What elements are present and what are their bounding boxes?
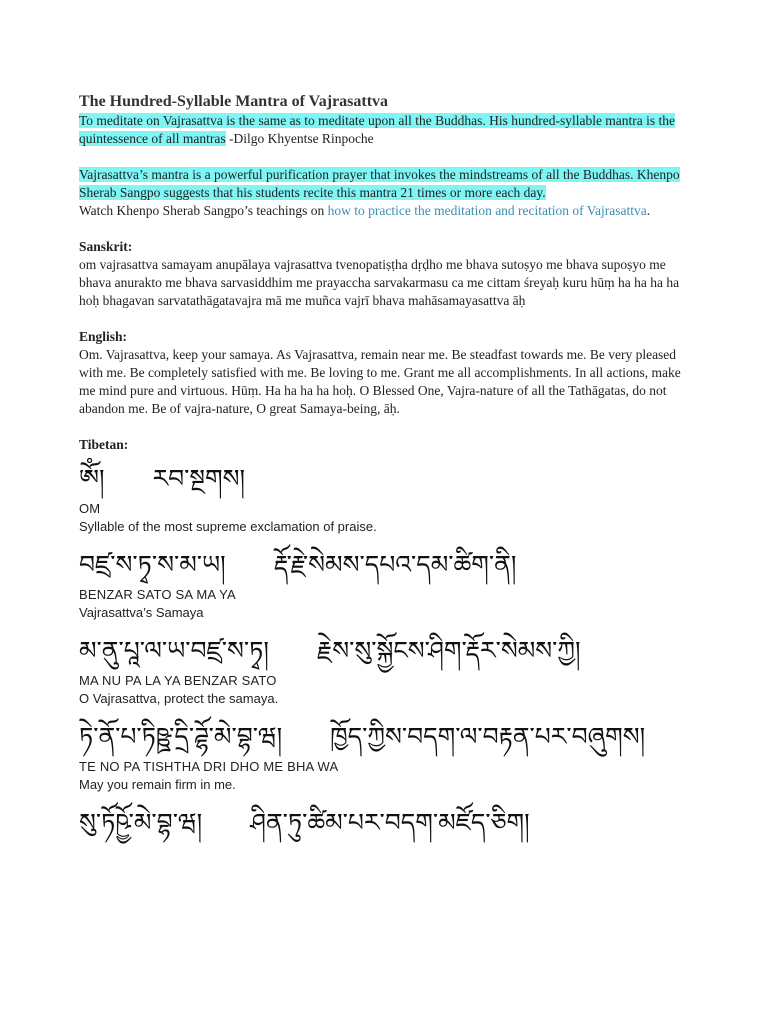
tibetan-text: མ་ནུ་པཱ་ལ་ཡ་བཛྲ་ས་ཏྭ། <box>79 636 269 665</box>
english-text: Om. Vajrasattva, keep your samaya. As Vajrasattva, remain near me. Be steadfast towards me. Be very pleased with me. Be completely satisfied with me. Be loving to me. Grant me all accomplishments. In all actions, make me mind pure and virtuous. Hūṃ. Ha ha ha ha hoḥ. O Blessed One, Vajra-nature of all the Tathāgatas, do not abandon me. Be of vajra-nature, O great Samaya-being, āḥ. <box>79 347 681 416</box>
page-title: The Hundred-Syllable Mantra of Vajrasattva <box>79 93 389 110</box>
highlighted-quote: To meditate on Vajrasattva is the same as to meditate upon all the Buddhas. His hundred-syllable mantra is the quintessence of all mantras <box>79 113 676 146</box>
tibetan-line-3 <box>79 628 699 668</box>
tibetan-text: རྗེས་སུ་སྐྱོངས་ཤིག་རྡོར་སེམས་ཀྱི། <box>316 636 581 665</box>
highlighted-purification: Vajrasattva’s mantra is a powerful purification prayer that invokes the mindstreams of all the Buddhas. Khenpo Sherab Sangpo suggests that his students recite this mantra 21 times or more each day. <box>79 167 680 200</box>
transliteration: TE NO PA TISHTHA DRI DHO ME BHA WA <box>79 759 339 774</box>
translation-gloss: Syllable of the most supreme exclamation of praise. <box>79 519 377 534</box>
tibetan-line-2 <box>79 542 699 582</box>
tibetan-text: སུ་ཏོཥྱོ་མེ་བྷ་ཝ། <box>79 808 203 837</box>
tibetan-line-1 <box>79 456 699 496</box>
document-page <box>79 92 699 840</box>
watch-paragraph <box>79 202 699 220</box>
transliteration: OM <box>79 501 101 516</box>
english-label: English: <box>79 329 128 344</box>
transliteration: MA NU PA LA YA BENZAR SATO <box>79 673 277 688</box>
sanskrit-label: Sanskrit: <box>79 239 133 254</box>
tibetan-text: བཛྲ་ས་ཏྭ་ས་མ་ཡ། <box>79 550 226 579</box>
translation-gloss: O Vajrasattva, protect the samaya. <box>79 691 279 706</box>
translation-gloss: May you remain firm in me. <box>79 777 236 792</box>
tibetan-text: རབ་སྔགས། <box>152 464 246 493</box>
watch-suffix: . <box>646 203 651 218</box>
teachings-link[interactable]: how to practice the meditation and recitation of Vajrasattva <box>327 203 647 218</box>
purification-paragraph <box>79 166 699 202</box>
tibetan-text: ཏེ་ནོ་པ་ཏིཥྛ་དྲི་ཌྷོ་མེ་བྷ་ཝ། <box>79 722 283 751</box>
sanskrit-text: om vajrasattva samayam anupālaya vajrasattva tvenopatiṣṭha dṛḍho me bhava sutoṣyo me bhava supoṣyo me bhava anurakto me bhava sarvasiddhim me prayaccha sarvakarmasu ca me cittam śreyaḥ kuru hūṃ ha ha ha ha hoḥ bhagavan sarvatathāgatavajra mā me muñca vajrī bhava mahāsamayasattva āḥ <box>79 257 680 308</box>
tibetan-text: ཁྱོད་ཀྱིས་བདག་ལ་བརྟན་པར་བཞུགས། <box>330 722 646 751</box>
watch-prefix: Watch Khenpo Sherab Sangpo’s teachings on <box>79 203 328 218</box>
intro-quote <box>79 112 699 148</box>
tibetan-label: Tibetan: <box>79 437 129 452</box>
transliteration: BENZAR SATO SA MA YA <box>79 587 236 602</box>
tibetan-text: ཨོཾ། <box>79 464 105 493</box>
quote-attribution: -Dilgo Khyentse Rinpoche <box>225 131 374 146</box>
tibetan-text: ཤིན་ཏུ་ཚིམ་པར་བདག་མཛོད་ཅིག། <box>250 808 530 837</box>
tibetan-text: རྡོ་རྗེ་སེམས་དཔའ་དམ་ཚིག་ནི། <box>273 550 517 579</box>
tibetan-line-5 <box>79 800 699 840</box>
tibetan-line-4 <box>79 714 699 754</box>
translation-gloss: Vajrasattva’s Samaya <box>79 605 204 620</box>
